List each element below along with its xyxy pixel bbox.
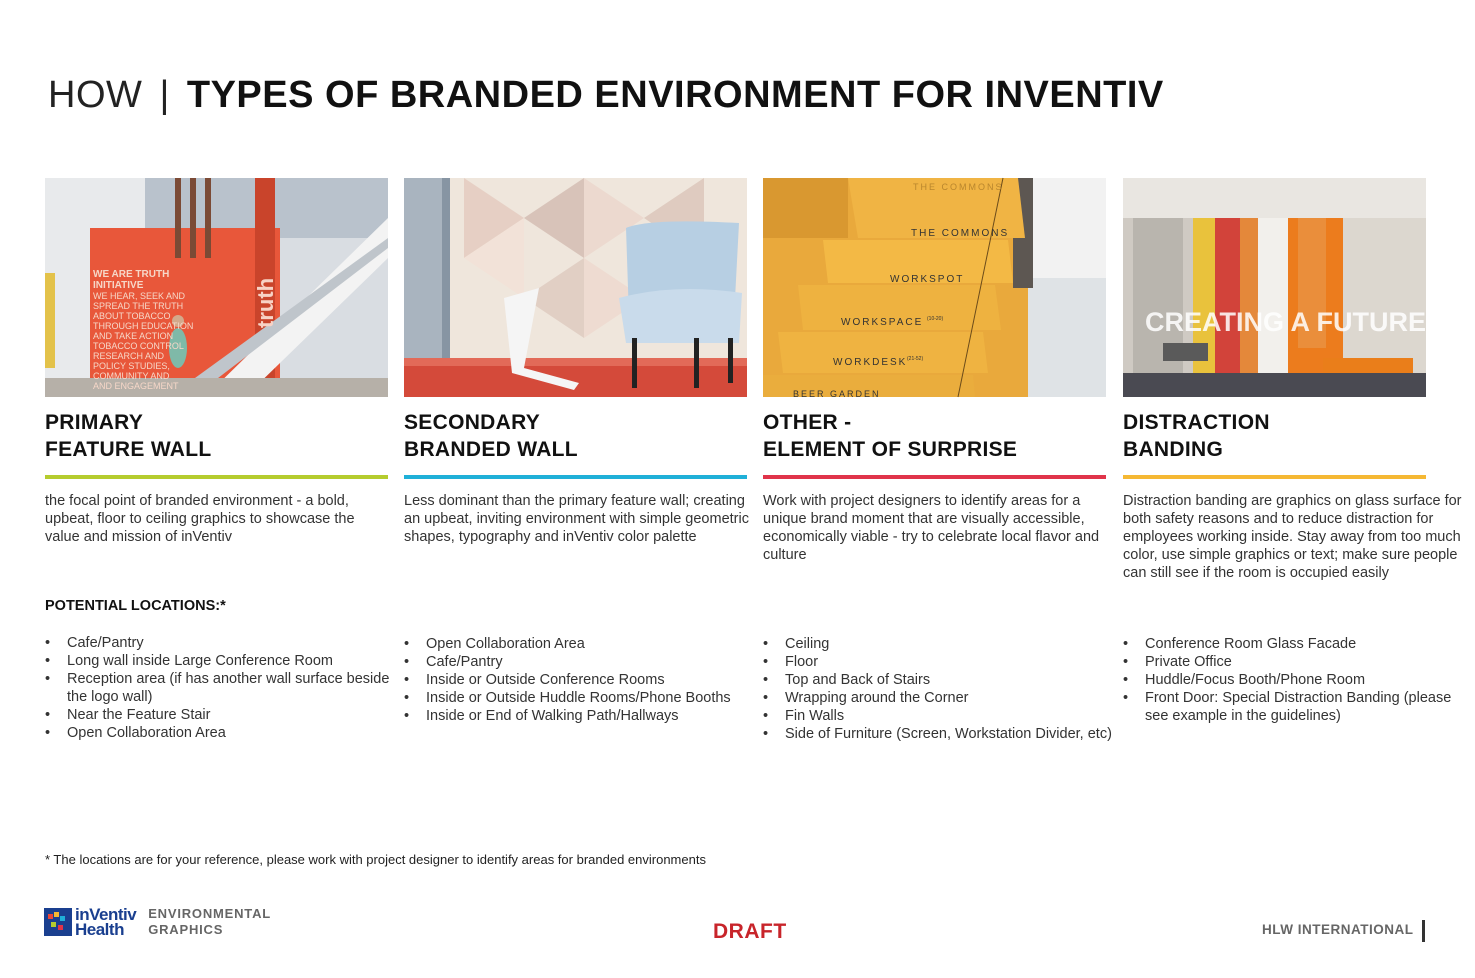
footer-divider [1422, 920, 1425, 942]
feature-wall-side-text: truth [253, 277, 278, 328]
heading-line-1: SECONDARY [404, 411, 541, 434]
logo-wordmark [75, 907, 136, 937]
heading-line-1: PRIMARY [45, 411, 144, 434]
glass-banding-illustration [1123, 178, 1426, 397]
feature-wall-text-12: AND ENGAGEMENT [93, 381, 179, 391]
list-item: • Reception area (if has another wall surface beside the logo wall) [67, 670, 397, 706]
column-heading [404, 409, 747, 463]
list-item: • Fin Walls [785, 707, 1115, 725]
env-line-1: ENVIRONMENTAL [148, 906, 272, 921]
list-item: • Side of Furniture (Screen, Workstation Divider, etc) [785, 725, 1115, 743]
env-line-2: GRAPHICS [148, 922, 224, 937]
list-item: • Top and Back of Stairs [785, 671, 1115, 689]
list-item: • Floor [785, 653, 1115, 671]
title-prefix: HOW [48, 74, 143, 116]
stair-text-workspace: WORKSPACE [841, 317, 924, 328]
stair-text-workdesk-range: (21-52) [907, 356, 924, 362]
list-item: • Conference Room Glass Facade [1145, 635, 1475, 653]
list-item: • Open Collaboration Area [426, 635, 756, 653]
list-item: • Ceiling [785, 635, 1115, 653]
column-heading [763, 409, 1106, 463]
column-secondary-branded-wall [404, 178, 749, 724]
column-element-of-surprise [763, 178, 1112, 742]
stair-text-workspace-range: (10-20) [927, 316, 944, 322]
geometric-wall-illustration [404, 178, 747, 397]
glass-banding-text: CREATING A FUTURE [1145, 307, 1426, 337]
footnote: * The locations are for your reference, please work with project designer to identify areas for branded environments [45, 852, 706, 867]
feature-wall-text-5: ABOUT TOBACCO [93, 311, 171, 321]
feature-wall-text-2: INITIATIVE [93, 280, 144, 291]
secondary-branded-wall-photo [404, 178, 747, 397]
stair-graphics-illustration [763, 178, 1106, 397]
feature-wall-text-4: SPREAD THE TRUTH [93, 301, 184, 311]
heading-line-2: FEATURE WALL [45, 438, 212, 461]
feature-wall-illustration [45, 178, 388, 397]
feature-wall-text-1: WE ARE TRUTH [93, 269, 170, 280]
list-item: • Front Door: Special Distraction Banding (please see example in the guidelines) [1145, 689, 1475, 725]
stair-text-commons: THE COMMONS [911, 228, 1010, 239]
company-name: HLW INTERNATIONAL [1262, 922, 1414, 937]
column-heading [1123, 409, 1426, 463]
feature-wall-text-9: RESEARCH AND [93, 351, 165, 361]
column-description: the focal point of branded environment - a bold, upbeat, floor to ceiling graphics to showcase the value and mission of inVentiv [45, 493, 355, 545]
distraction-banding-photo [1123, 178, 1426, 397]
list-item: • Inside or End of Walking Path/Hallways [426, 707, 756, 725]
title-separator: | [159, 74, 170, 116]
stair-text-top: THE COMMONS [913, 182, 1004, 192]
list-item: • Open Collaboration Area [67, 724, 397, 742]
accent-rule-blue [404, 475, 747, 479]
stair-text-beer-garden: BEER GARDEN [793, 389, 881, 399]
list-item: • Inside or Outside Conference Rooms [426, 671, 756, 689]
feature-wall-text-7: AND TAKE ACTION [93, 331, 174, 341]
logo-line-2: Health [75, 920, 124, 939]
column-description: Less dominant than the primary feature wall; creating an upbeat, inviting environment with simple geometric shapes, typography and inVentiv color palette [404, 493, 749, 545]
environmental-graphics-label [148, 906, 271, 938]
column-distraction-banding [1123, 178, 1462, 778]
title-main: TYPES OF BRANDED ENVIRONMENT FOR INVENTIV [186, 74, 1164, 116]
list-item: • Cafe/Pantry [426, 653, 756, 671]
accent-rule-green [45, 475, 388, 479]
feature-wall-text-8: TOBACCO CONTROL [93, 341, 184, 351]
list-item: • Cafe/Pantry [67, 634, 397, 652]
locations-list [404, 635, 756, 725]
list-item: • Huddle/Focus Booth/Phone Room [1145, 671, 1475, 689]
feature-wall-text-10: POLICY STUDIES, [93, 361, 170, 371]
locations-list [763, 635, 1115, 743]
feature-wall-text-11: COMMUNITY AND [93, 371, 170, 381]
inventiv-logo-icon [44, 908, 72, 936]
list-item: • Near the Feature Stair [67, 706, 397, 724]
stair-text-workspot: WORKSPOT [890, 274, 965, 285]
list-item: • Wrapping around the Corner [785, 689, 1115, 707]
heading-line-2: BRANDED WALL [404, 438, 578, 461]
draft-label: DRAFT [713, 920, 787, 943]
element-of-surprise-photo [763, 178, 1106, 397]
logo-line-1: inVentiv [75, 905, 137, 924]
stair-text-workdesk: WORKDESK [833, 357, 908, 368]
list-item: • Long wall inside Large Conference Room [67, 652, 397, 670]
primary-feature-wall-photo [45, 178, 388, 397]
accent-rule-red [763, 475, 1106, 479]
heading-line-1: OTHER - [763, 411, 852, 434]
locations-list [1123, 635, 1475, 725]
potential-locations-label: POTENTIAL LOCATIONS:* [45, 598, 226, 614]
inventiv-logo [44, 906, 271, 938]
accent-rule-yellow [1123, 475, 1426, 479]
feature-wall-text-3: WE HEAR, SEEK AND [93, 291, 186, 301]
page-title [48, 74, 1164, 117]
feature-wall-text-6: THROUGH EDUCATION [93, 321, 194, 331]
list-item: • Private Office [1145, 653, 1475, 671]
locations-list [45, 634, 397, 742]
column-heading [45, 409, 388, 463]
list-item: • Inside or Outside Huddle Rooms/Phone Booths [426, 689, 756, 707]
heading-line-1: DISTRACTION [1123, 411, 1270, 434]
heading-line-2: ELEMENT OF SURPRISE [763, 438, 1018, 461]
heading-line-2: BANDING [1123, 438, 1224, 461]
column-description: Work with project designers to identify areas for a unique brand moment that are visually accessible, economically viable - try to celebrate local flavor and culture [763, 493, 1100, 563]
column-description: Distraction banding are graphics on glass surface for both safety reasons and to reduce distraction for employees working inside. Stay away from too much color, use simple graphics or text; make sure people can still see if the room is occupied easily [1123, 493, 1462, 581]
